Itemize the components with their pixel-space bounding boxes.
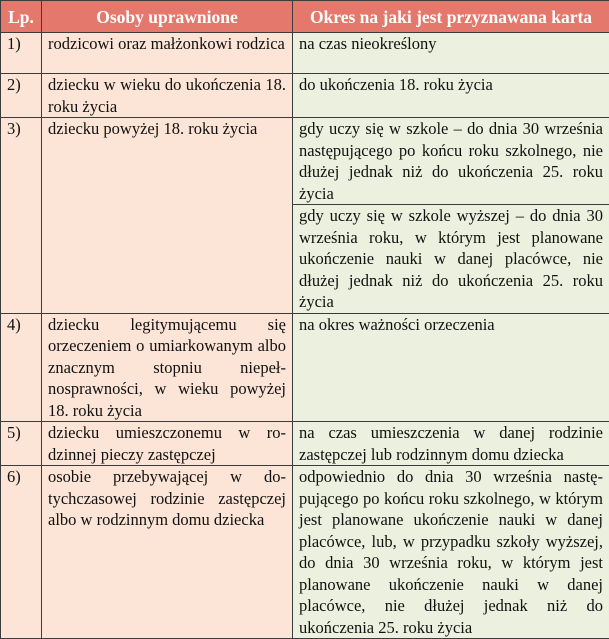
card-period: do ukończenia 18. roku życia [293, 74, 609, 118]
table-row [1, 74, 609, 118]
card-period: na okres ważności orzeczenia [293, 313, 609, 422]
card-period: na czas nieokreślony [293, 33, 609, 74]
row-number: 4) [1, 313, 42, 422]
card-period: gdy uczy się w szkole – do dnia 30 września następującego po końcu roku szkolnego, nie dłużej jednak niż do ukończenia 25. roku życia [293, 118, 609, 205]
header-okres: Okres na jaki jest przyznawana karta [293, 1, 609, 33]
table-row [1, 313, 609, 422]
row-number: 5) [1, 422, 42, 466]
table-row [1, 466, 609, 639]
row-number: 3) [1, 118, 42, 314]
header-osoby: Osoby uprawnione [42, 1, 293, 33]
table-row [1, 118, 609, 205]
eligible-person: dziecku legitymującemu się orzeczeniem o umiarkowanym albo znacznym stopniu niepełnosprawności, w wieku powyżej 18. roku życia [42, 313, 293, 422]
card-period: gdy uczy się w szkole wyższej – do dnia 30 września roku, w którym jest planowane ukończenie nauki w danej placówce, nie dłużej jednak niż do ukończenia 25. roku życia [293, 205, 609, 314]
card-period: na czas umieszczenia w danej rodzinie zastępczej lub rodzinnym domu dziecka [293, 422, 609, 466]
eligible-person: osobie przebywającej w dotychczasowej rodzinie zastępczej albo w rodzinnym domu dziecka [42, 466, 293, 639]
eligible-person: dziecku umieszczonemu w rodzinnej pieczy zastępczej [42, 422, 293, 466]
row-number: 2) [1, 74, 42, 118]
header-lp: Lp. [1, 1, 42, 33]
eligible-person: dziecku w wieku do ukończenia 18. roku życia [42, 74, 293, 118]
card-period: odpowiednio do dnia 30 września następującego po końcu roku szkolnego, w którym jest planowane ukończenie nauki w danej placówce, lub, w przypadku szkoły wyższej, do dnia 30 września roku, w którym jest planowane ukończenie nauki w danej placówce, nie dłużej jednak niż do ukończenia 25. roku życia [293, 466, 609, 639]
row-number: 1) [1, 33, 42, 74]
table-row [1, 33, 609, 74]
row-number: 6) [1, 466, 42, 639]
eligible-person: dziecku powyżej 18. roku życia [42, 118, 293, 314]
eligible-person: rodzicowi oraz małżonkowi rodzica [42, 33, 293, 74]
header-row [1, 1, 609, 33]
table-row [1, 422, 609, 466]
